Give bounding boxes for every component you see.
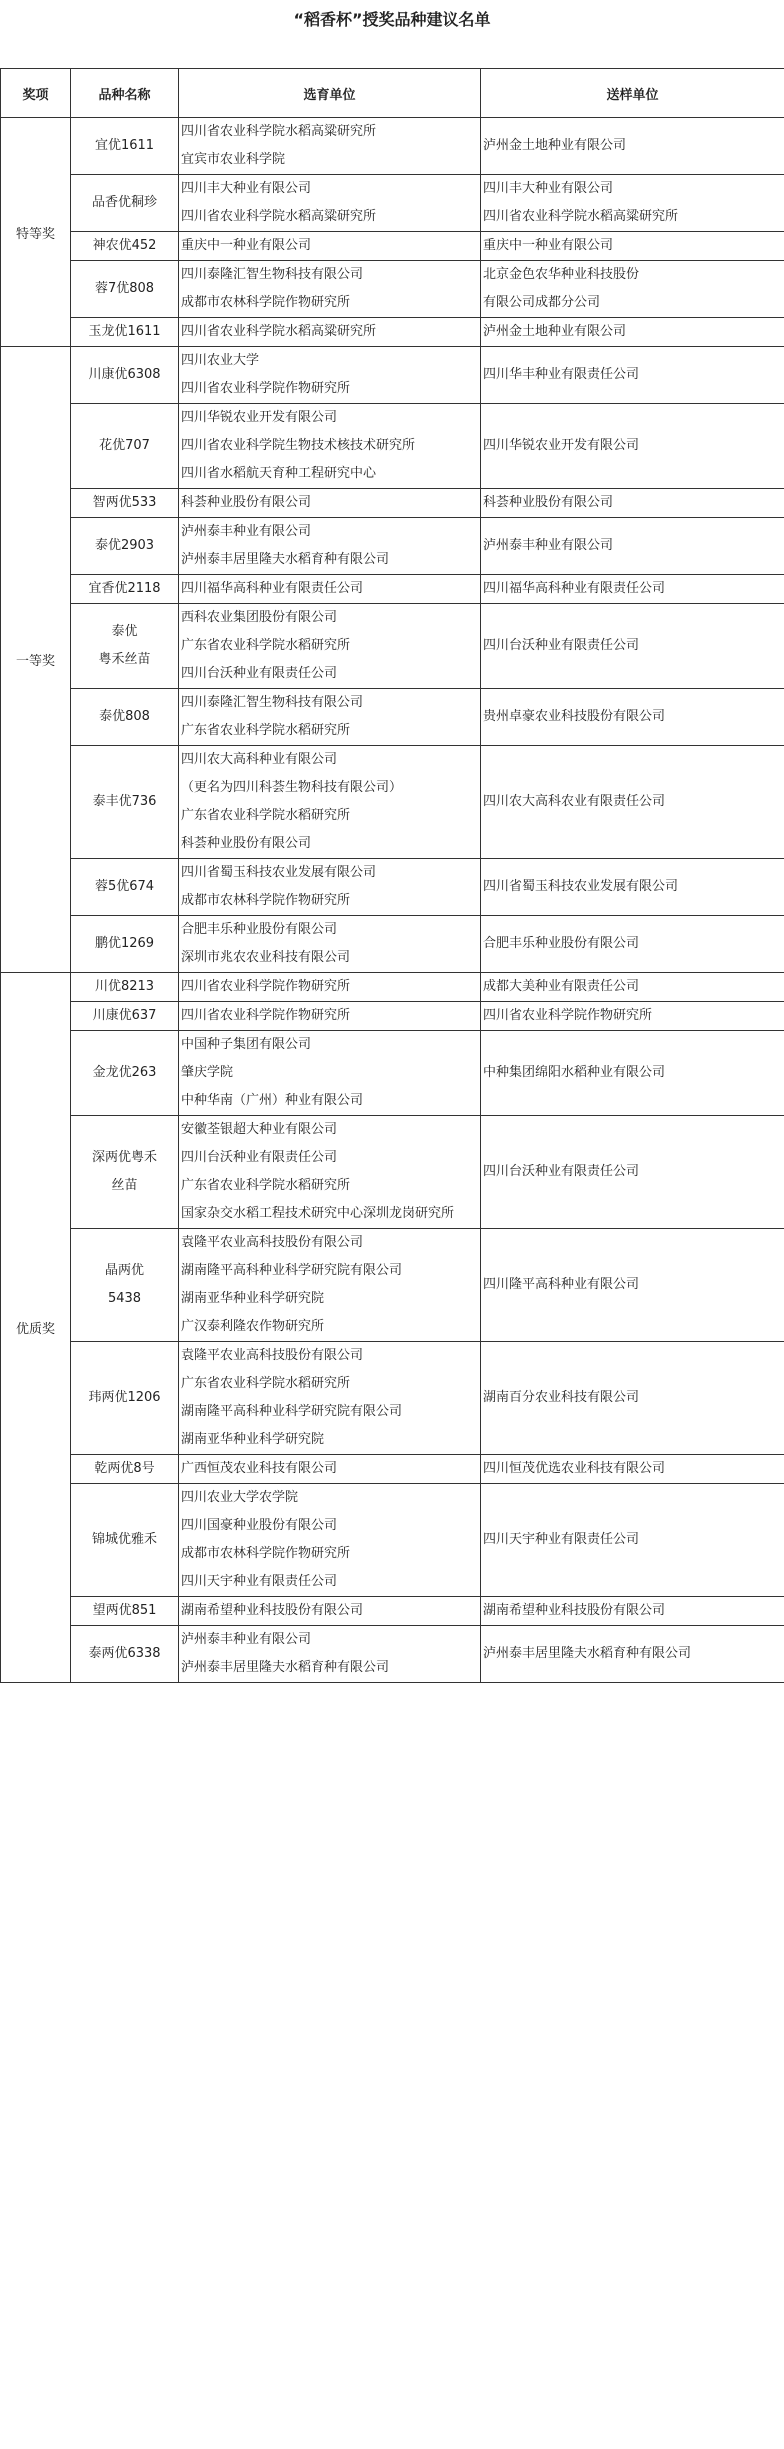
- breeder-unit: 四川台沃种业有限责任公司: [181, 1150, 338, 1165]
- variety-cell: [71, 1116, 179, 1229]
- breeder-cell: [179, 518, 481, 575]
- submitter-cell: [481, 1031, 784, 1116]
- breeder-unit: 西科农业集团股份有限公司: [181, 610, 338, 625]
- table-row: [1, 604, 784, 689]
- breeder-unit: 深圳市兆农农业科技有限公司: [181, 950, 351, 965]
- breeder-unit: 袁隆平农业高科技股份有限公司: [181, 1348, 364, 1363]
- table-row: [1, 261, 784, 318]
- breeder-unit: 中种华南（广州）种业有限公司: [181, 1093, 364, 1108]
- breeder-unit: 四川省农业科学院作物研究所: [181, 1008, 351, 1023]
- submitter-unit: 四川华丰种业有限责任公司: [483, 367, 640, 382]
- breeder-unit: 四川农业大学农学院: [181, 1490, 299, 1505]
- submitter-unit: 湖南百分农业科技有限公司: [483, 1390, 640, 1405]
- variety-name: 鹏优1269: [94, 936, 155, 951]
- submitter-cell: [481, 232, 784, 261]
- variety-cell: [71, 689, 179, 746]
- table-row: [1, 1484, 784, 1597]
- submitter-cell: [481, 746, 784, 859]
- variety-name: 泰优: [111, 624, 138, 639]
- submitter-cell: [481, 1597, 784, 1626]
- variety-cell: [71, 1484, 179, 1597]
- submitter-unit: 四川台沃种业有限责任公司: [483, 1164, 640, 1179]
- breeder-unit: 广西恒茂农业科技有限公司: [181, 1461, 338, 1476]
- breeder-cell: [179, 1116, 481, 1229]
- variety-name: 乾两优8号: [94, 1461, 155, 1476]
- submitter-unit: 重庆中一种业有限公司: [483, 238, 614, 253]
- submitter-unit: 成都大美种业有限责任公司: [483, 979, 640, 994]
- breeder-unit: 四川省农业科学院作物研究所: [181, 381, 351, 396]
- variety-cell: [71, 1342, 179, 1455]
- submitter-unit: 泸州金土地种业有限公司: [483, 138, 627, 153]
- submitter-unit: 泸州泰丰居里隆夫水稻育种有限公司: [483, 1646, 692, 1661]
- variety-cell: [71, 746, 179, 859]
- breeder-cell: [179, 404, 481, 489]
- submitter-cell: [481, 318, 784, 347]
- variety-cell: [71, 232, 179, 261]
- breeder-unit: 广东省农业科学院水稻研究所: [181, 1178, 351, 1193]
- submitter-cell: [481, 973, 784, 1002]
- submitter-unit: 四川省蜀玉科技农业发展有限公司: [483, 879, 679, 894]
- breeder-unit: 泸州泰丰种业有限公司: [181, 524, 312, 539]
- variety-name: 锦城优雅禾: [91, 1532, 157, 1547]
- table-row: [1, 118, 784, 175]
- breeder-unit: 湖南亚华种业科学研究院: [181, 1291, 325, 1306]
- variety-cell: [71, 261, 179, 318]
- breeder-cell: [179, 1342, 481, 1455]
- submitter-cell: [481, 175, 784, 232]
- breeder-unit: 四川农大高科种业有限公司: [181, 752, 338, 767]
- breeder-unit: 科荟种业股份有限公司: [181, 495, 312, 510]
- submitter-cell: [481, 575, 784, 604]
- submitter-cell: [481, 1455, 784, 1484]
- breeder-unit: 肇庆学院: [181, 1065, 234, 1080]
- variety-name: 神农优452: [92, 238, 157, 253]
- table-row: [1, 1031, 784, 1116]
- breeder-unit: 四川省农业科学院水稻高粱研究所: [181, 324, 377, 339]
- variety-cell: [71, 518, 179, 575]
- submitter-unit: 四川丰大种业有限公司: [483, 181, 614, 196]
- variety-name: 泰优808: [99, 709, 150, 724]
- submitter-unit: 科荟种业股份有限公司: [483, 495, 614, 510]
- awards-table: [0, 68, 784, 1683]
- submitter-cell: [481, 1002, 784, 1031]
- breeder-unit: 中国种子集团有限公司: [181, 1037, 312, 1052]
- table-row: [1, 1597, 784, 1626]
- submitter-unit: 四川恒茂优选农业科技有限公司: [483, 1461, 666, 1476]
- breeder-unit: 泸州泰丰种业有限公司: [181, 1632, 312, 1647]
- variety-name: 玮两优1206: [88, 1390, 161, 1405]
- breeder-unit: 重庆中一种业有限公司: [181, 238, 312, 253]
- submitter-unit: 四川省农业科学院水稻高粱研究所: [483, 209, 679, 224]
- submitter-unit: 四川省农业科学院作物研究所: [483, 1008, 653, 1023]
- submitter-cell: [481, 689, 784, 746]
- submitter-unit: 四川天宇种业有限责任公司: [483, 1532, 640, 1547]
- breeder-unit: 四川农业大学: [181, 353, 260, 368]
- variety-name: 玉龙优1611: [88, 324, 161, 339]
- breeder-unit: 国家杂交水稻工程技术研究中心深圳龙岗研究所: [181, 1206, 455, 1221]
- submitter-cell: [481, 604, 784, 689]
- breeder-cell: [179, 859, 481, 916]
- breeder-unit: 科荟种业股份有限公司: [181, 836, 312, 851]
- breeder-cell: [179, 261, 481, 318]
- breeder-unit: 广东省农业科学院水稻研究所: [181, 638, 351, 653]
- breeder-cell: [179, 916, 481, 973]
- breeder-unit: 袁隆平农业高科技股份有限公司: [181, 1235, 364, 1250]
- breeder-cell: [179, 1002, 481, 1031]
- breeder-cell: [179, 604, 481, 689]
- variety-cell: [71, 175, 179, 232]
- variety-name: 蓉5优674: [94, 879, 155, 894]
- variety-name: 泰两优6338: [88, 1646, 161, 1661]
- table-row: [1, 859, 784, 916]
- table-row: [1, 318, 784, 347]
- award-cell: 特等奖: [1, 118, 71, 347]
- variety-cell: [71, 1626, 179, 1683]
- breeder-unit: 泸州泰丰居里隆夫水稻育种有限公司: [181, 552, 390, 567]
- breeder-unit: 四川省水稻航天育种工程研究中心: [181, 466, 377, 481]
- submitter-cell: [481, 404, 784, 489]
- breeder-unit: 四川福华高科种业有限责任公司: [181, 581, 364, 596]
- variety-name: 深两优粤禾: [91, 1150, 157, 1165]
- table-row: [1, 1342, 784, 1455]
- submitter-unit: 贵州卓豪农业科技股份有限公司: [483, 709, 666, 724]
- submitter-unit: 泸州泰丰种业有限公司: [483, 538, 614, 553]
- variety-name: 品香优秱珍: [91, 195, 157, 210]
- table-row: [1, 1116, 784, 1229]
- table-row: [1, 1626, 784, 1683]
- submitter-unit: 中种集团绵阳水稻种业有限公司: [483, 1065, 666, 1080]
- table-row: [1, 347, 784, 404]
- variety-name: 粤禾丝苗: [98, 652, 151, 667]
- header-submitter: 送样单位: [481, 69, 784, 118]
- variety-cell: [71, 575, 179, 604]
- variety-name: 泰优2903: [94, 538, 155, 553]
- submitter-cell: [481, 1116, 784, 1229]
- breeder-cell: [179, 575, 481, 604]
- variety-name: 丝苗: [111, 1178, 138, 1193]
- breeder-unit: 四川省农业科学院生物技术核技术研究所: [181, 438, 416, 453]
- variety-name: 川康优6308: [88, 367, 161, 382]
- variety-cell: [71, 1002, 179, 1031]
- breeder-unit: 四川丰大种业有限公司: [181, 181, 312, 196]
- breeder-cell: [179, 746, 481, 859]
- table-row: [1, 518, 784, 575]
- breeder-unit: 湖南希望种业科技股份有限公司: [181, 1603, 364, 1618]
- breeder-unit: 成都市农林科学院作物研究所: [181, 295, 351, 310]
- breeder-cell: [179, 1484, 481, 1597]
- breeder-unit: 成都市农林科学院作物研究所: [181, 1546, 351, 1561]
- breeder-cell: [179, 489, 481, 518]
- variety-cell: [71, 489, 179, 518]
- table-row: [1, 489, 784, 518]
- breeder-unit: 四川省农业科学院水稻高粱研究所: [181, 124, 377, 139]
- breeder-unit: 四川国豪种业股份有限公司: [181, 1518, 338, 1533]
- document-title: “稻香杯”授奖品种建议名单: [293, 10, 491, 29]
- award-cell: 一等奖: [1, 347, 71, 973]
- breeder-unit: 四川省农业科学院作物研究所: [181, 979, 351, 994]
- breeder-cell: [179, 1031, 481, 1116]
- variety-name: 川优8213: [94, 979, 155, 994]
- breeder-unit: 四川台沃种业有限责任公司: [181, 666, 338, 681]
- breeder-unit: 安徽荃银超大种业有限公司: [181, 1122, 338, 1137]
- submitter-unit: 四川隆平高科种业有限公司: [483, 1277, 640, 1292]
- variety-name: 5438: [107, 1291, 142, 1306]
- table-row: [1, 1229, 784, 1342]
- breeder-unit: 四川省农业科学院水稻高粱研究所: [181, 209, 377, 224]
- submitter-unit: 四川福华高科种业有限责任公司: [483, 581, 666, 596]
- variety-name: 智两优533: [92, 495, 157, 510]
- breeder-unit: 成都市农林科学院作物研究所: [181, 893, 351, 908]
- variety-cell: [71, 1455, 179, 1484]
- table-header: [1, 69, 784, 118]
- header-variety: 品种名称: [71, 69, 179, 118]
- header-award: 奖项: [1, 69, 71, 118]
- breeder-cell: [179, 1455, 481, 1484]
- submitter-unit: 四川台沃种业有限责任公司: [483, 638, 640, 653]
- variety-cell: [71, 318, 179, 347]
- variety-cell: [71, 118, 179, 175]
- breeder-cell: [179, 1229, 481, 1342]
- header-breeders: 选育单位: [179, 69, 481, 118]
- table-row: [1, 175, 784, 232]
- breeder-unit: 湖南隆平高科种业科学研究院有限公司: [181, 1404, 403, 1419]
- submitter-cell: [481, 518, 784, 575]
- breeder-unit: 湖南隆平高科种业科学研究院有限公司: [181, 1263, 403, 1278]
- submitter-cell: [481, 1484, 784, 1597]
- breeder-cell: [179, 347, 481, 404]
- variety-cell: [71, 404, 179, 489]
- breeder-unit: 四川泰隆汇智生物科技有限公司: [181, 695, 364, 710]
- table-row: [1, 973, 784, 1002]
- breeder-cell: [179, 232, 481, 261]
- variety-cell: [71, 1597, 179, 1626]
- submitter-unit: 四川华锐农业开发有限公司: [483, 438, 640, 453]
- variety-name: 宜香优2118: [88, 581, 161, 596]
- breeder-unit: 广汉泰利隆农作物研究所: [181, 1319, 325, 1334]
- submitter-cell: [481, 859, 784, 916]
- breeder-unit: 四川天宇种业有限责任公司: [181, 1574, 338, 1589]
- variety-name: 晶两优: [104, 1263, 144, 1278]
- submitter-cell: [481, 118, 784, 175]
- variety-cell: [71, 347, 179, 404]
- variety-name: 宜优1611: [94, 138, 155, 153]
- breeder-cell: [179, 175, 481, 232]
- submitter-cell: [481, 347, 784, 404]
- variety-cell: [71, 1229, 179, 1342]
- variety-cell: [71, 859, 179, 916]
- variety-name: 金龙优263: [92, 1065, 157, 1080]
- breeder-unit: 四川华锐农业开发有限公司: [181, 410, 338, 425]
- breeder-cell: [179, 1597, 481, 1626]
- breeder-unit: （更名为四川科荟生物科技有限公司）: [181, 780, 403, 795]
- submitter-unit: 泸州金土地种业有限公司: [483, 324, 627, 339]
- submitter-unit: 四川农大高科农业有限责任公司: [483, 794, 666, 809]
- variety-cell: [71, 973, 179, 1002]
- variety-cell: [71, 604, 179, 689]
- breeder-cell: [179, 973, 481, 1002]
- table-row: [1, 1002, 784, 1031]
- variety-name: 望两优851: [92, 1603, 157, 1618]
- breeder-unit: 湖南亚华种业科学研究院: [181, 1432, 325, 1447]
- submitter-unit: 北京金色农华种业科技股份: [483, 267, 640, 282]
- submitter-unit: 湖南希望种业科技股份有限公司: [483, 1603, 666, 1618]
- breeder-cell: [179, 318, 481, 347]
- table-row: [1, 404, 784, 489]
- breeder-unit: 宜宾市农业科学院: [181, 152, 286, 167]
- award-cell: 优质奖: [1, 973, 71, 1683]
- breeder-unit: 合肥丰乐种业股份有限公司: [181, 922, 338, 937]
- variety-cell: [71, 1031, 179, 1116]
- table-row: [1, 746, 784, 859]
- breeder-unit: 广东省农业科学院水稻研究所: [181, 808, 351, 823]
- submitter-cell: [481, 261, 784, 318]
- table-row: [1, 575, 784, 604]
- breeder-unit: 泸州泰丰居里隆夫水稻育种有限公司: [181, 1660, 390, 1675]
- variety-name: 泰丰优736: [92, 794, 157, 809]
- breeder-unit: 广东省农业科学院水稻研究所: [181, 1376, 351, 1391]
- breeder-unit: 四川泰隆汇智生物科技有限公司: [181, 267, 364, 282]
- table-body: [1, 118, 784, 1683]
- variety-cell: [71, 916, 179, 973]
- submitter-cell: [481, 1229, 784, 1342]
- variety-name: 蓉7优808: [94, 281, 155, 296]
- breeder-cell: [179, 1626, 481, 1683]
- submitter-cell: [481, 916, 784, 973]
- submitter-unit: 合肥丰乐种业股份有限公司: [483, 936, 640, 951]
- breeder-cell: [179, 689, 481, 746]
- table-row: [1, 916, 784, 973]
- breeder-unit: 四川省蜀玉科技农业发展有限公司: [181, 865, 377, 880]
- table-row: [1, 689, 784, 746]
- submitter-cell: [481, 1626, 784, 1683]
- variety-name: 川康优637: [92, 1008, 157, 1023]
- submitter-cell: [481, 1342, 784, 1455]
- variety-name: 花优707: [99, 438, 150, 453]
- submitter-cell: [481, 489, 784, 518]
- breeder-cell: [179, 118, 481, 175]
- table-row: [1, 232, 784, 261]
- breeder-unit: 广东省农业科学院水稻研究所: [181, 723, 351, 738]
- table-row: [1, 1455, 784, 1484]
- submitter-unit: 有限公司成都分公司: [483, 295, 601, 310]
